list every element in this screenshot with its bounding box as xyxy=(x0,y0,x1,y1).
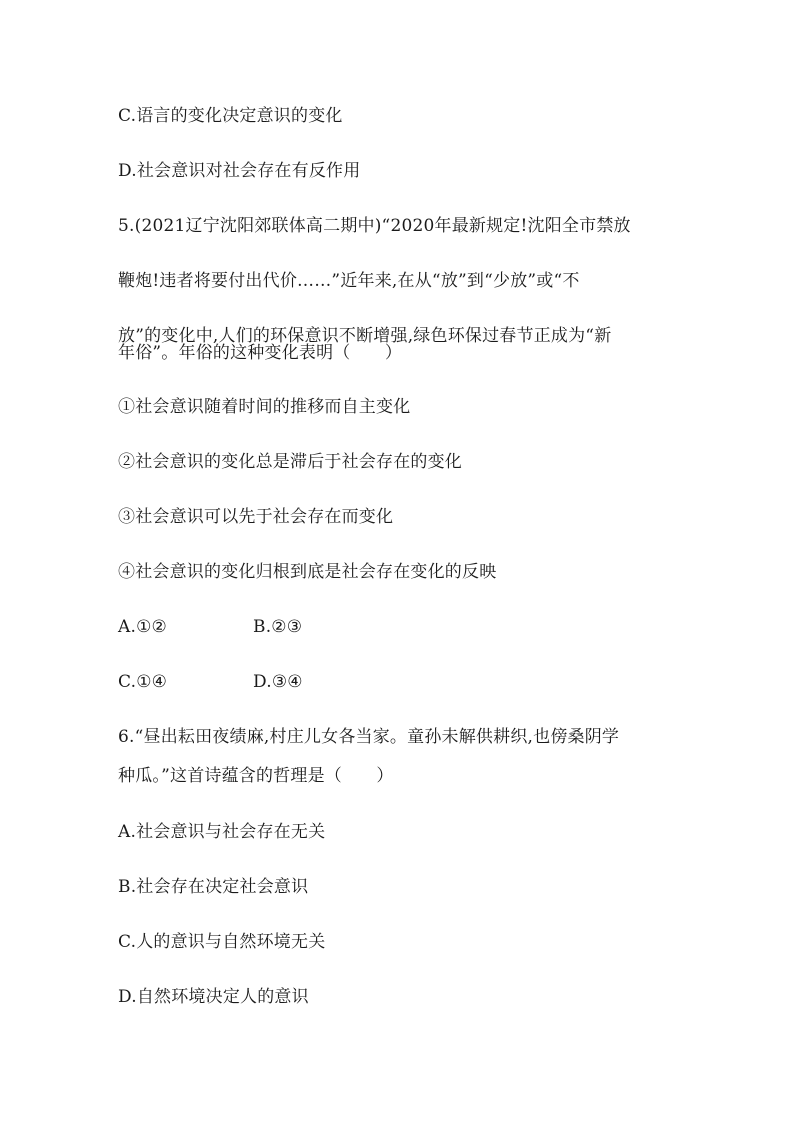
q6-option-c: C.人的意识与自然环境无关 xyxy=(118,932,326,952)
q5-option-b: B.②③ xyxy=(253,617,303,637)
q5-stem-line-2: 鞭炮!违者将要付出代价……”近年来,在从“放”到“少放”或“不 xyxy=(118,271,580,291)
q6-stem-line-2: 种瓜。”这首诗蕴含的哲理是（ ） xyxy=(118,766,394,786)
q5-stem-line-4: 年俗”。年俗的这种变化表明（ ） xyxy=(118,343,403,363)
q5-stem-line-3: 放”的变化中,人们的环保意识不断增强,绿色环保过春节正成为“新 xyxy=(118,326,612,346)
q5-statement-2: ②社会意识的变化总是滞后于社会存在的变化 xyxy=(118,452,462,472)
q6-option-d: D.自然环境决定人的意识 xyxy=(118,987,309,1007)
q6-option-b: B.社会存在决定社会意识 xyxy=(118,877,309,897)
q5-statement-1: ①社会意识随着时间的推移而自主变化 xyxy=(118,397,411,417)
q5-option-a: A.①② xyxy=(118,617,167,637)
q6-option-a: A.社会意识与社会存在无关 xyxy=(118,822,326,842)
q5-statement-3: ③社会意识可以先于社会存在而变化 xyxy=(118,507,394,527)
q4-option-c: C.语言的变化决定意识的变化 xyxy=(118,106,343,126)
q5-stem-line-1: 5.(2021辽宁沈阳郊联体高二期中)“2020年最新规定!沈阳全市禁放 xyxy=(118,216,631,236)
q5-option-d: D.③④ xyxy=(253,672,303,692)
q5-statement-4: ④社会意识的变化归根到底是社会存在变化的反映 xyxy=(118,562,497,582)
q6-stem-line-1: 6.“昼出耘田夜绩麻,村庄儿女各当家。童孙未解供耕织,也傍桑阴学 xyxy=(118,727,620,747)
q4-option-d: D.社会意识对社会存在有反作用 xyxy=(118,161,361,181)
q5-option-c: C.①④ xyxy=(118,672,168,692)
